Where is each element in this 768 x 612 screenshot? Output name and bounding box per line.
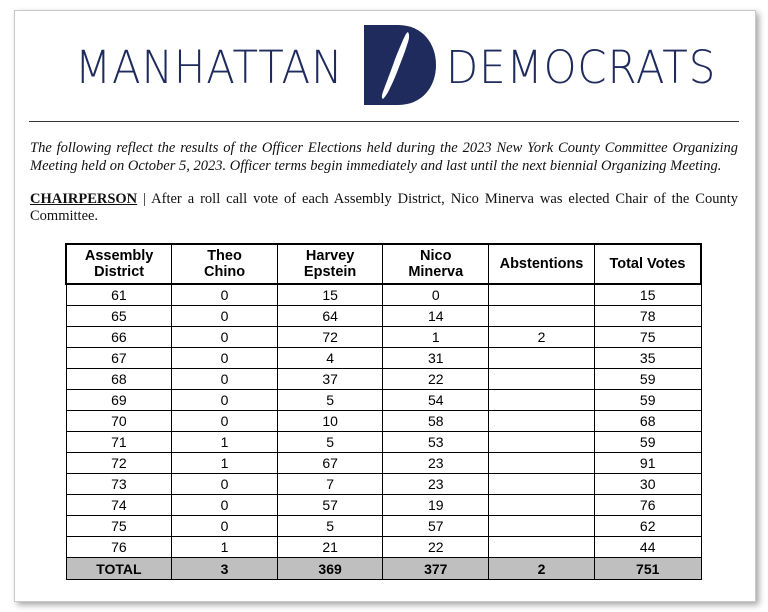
table-cell: 78 (594, 306, 701, 327)
table-cell: 1 (383, 327, 489, 348)
table-cell: 58 (383, 411, 489, 432)
table-cell: 0 (172, 348, 278, 369)
table-cell: 66 (66, 327, 172, 348)
table-cell (489, 284, 595, 306)
table-cell: 70 (66, 411, 172, 432)
column-header-label: Total Votes (609, 256, 686, 272)
table-cell: 71 (66, 432, 172, 453)
column-header-label: Minerva (408, 264, 464, 280)
table-cell: 62 (594, 516, 701, 537)
table-cell: 1 (172, 453, 278, 474)
table-cell: 0 (172, 284, 278, 306)
table-cell: 68 (66, 369, 172, 390)
table-header-row (66, 244, 701, 284)
header-divider (29, 121, 739, 122)
table-row (66, 327, 701, 348)
table-cell: 23 (383, 453, 489, 474)
table-row (66, 474, 701, 495)
table-row (66, 453, 701, 474)
table-cell: 37 (277, 369, 383, 390)
column-header (489, 244, 595, 284)
column-header-label: Abstentions (499, 256, 584, 272)
table-cell (489, 432, 595, 453)
table-cell: 35 (594, 348, 701, 369)
column-header (277, 244, 383, 284)
logo-right-word: DEMOCRATS (446, 41, 717, 94)
table-cell: 0 (172, 306, 278, 327)
table-cell: 72 (66, 453, 172, 474)
table-row (66, 537, 701, 558)
table-cell: 54 (383, 390, 489, 411)
column-header (383, 244, 489, 284)
logo-left-word: MANHATTAN (75, 41, 344, 94)
table-row (66, 495, 701, 516)
table-cell: 53 (383, 432, 489, 453)
table-cell (489, 453, 595, 474)
table-cell: 68 (594, 411, 701, 432)
table-cell (489, 306, 595, 327)
table-cell: 10 (277, 411, 383, 432)
section-separator: | (143, 191, 147, 207)
column-header (594, 244, 701, 284)
table-cell: 57 (383, 516, 489, 537)
document-page (14, 10, 756, 602)
table-row (66, 306, 701, 327)
table-cell: 91 (594, 453, 701, 474)
table-cell: 31 (383, 348, 489, 369)
table-cell: 75 (594, 327, 701, 348)
table-cell (489, 495, 595, 516)
table-cell: 19 (383, 495, 489, 516)
column-header-label: District (94, 264, 145, 280)
table-cell: 5 (277, 432, 383, 453)
table-cell: 7 (277, 474, 383, 495)
table-cell: 5 (277, 516, 383, 537)
total-cell: 751 (594, 558, 701, 580)
table-cell: 0 (172, 411, 278, 432)
table-row (66, 369, 701, 390)
total-row (66, 558, 701, 580)
table-cell: 64 (277, 306, 383, 327)
table-cell (489, 348, 595, 369)
table-cell: 5 (277, 390, 383, 411)
table-cell: 0 (172, 327, 278, 348)
table-row (66, 432, 701, 453)
table-row (66, 390, 701, 411)
table-body (66, 284, 701, 580)
table-cell: 59 (594, 390, 701, 411)
column-header-label: Nico (420, 248, 452, 264)
table-cell: 1 (172, 537, 278, 558)
table-cell: 73 (66, 474, 172, 495)
table-row (66, 348, 701, 369)
table-cell: 75 (66, 516, 172, 537)
manhattan-democrats-logo (15, 25, 755, 111)
table-cell (489, 390, 595, 411)
column-header (172, 244, 278, 284)
table-cell: 22 (383, 537, 489, 558)
column-header-label: Theo (207, 248, 242, 264)
table-cell: 67 (277, 453, 383, 474)
table-cell (489, 369, 595, 390)
table-row (66, 516, 701, 537)
total-cell: 377 (383, 558, 489, 580)
table-cell: 21 (277, 537, 383, 558)
column-header-label: Assembly (84, 248, 154, 264)
table-cell: 65 (66, 306, 172, 327)
chairperson-section (30, 191, 738, 225)
column-header (66, 244, 172, 284)
column-header-label: Harvey (305, 248, 355, 264)
table-cell: 69 (66, 390, 172, 411)
table-cell: 59 (594, 432, 701, 453)
table-cell: 4 (277, 348, 383, 369)
table-row (66, 284, 701, 306)
column-header-label: Chino (203, 264, 246, 280)
table-cell: 67 (66, 348, 172, 369)
intro-paragraph: The following reflect the results of the Officer Elections held during the 2023 New York County Committee Organizing Meeting held on October 5, 2023. Officer terms begin immediately and last until the next biennial Organizing Meeting. (30, 140, 738, 174)
table-cell: 44 (594, 537, 701, 558)
table-cell: 61 (66, 284, 172, 306)
table-cell: 1 (172, 432, 278, 453)
table-cell: 14 (383, 306, 489, 327)
total-cell: 369 (277, 558, 383, 580)
section-heading: CHAIRPERSON (30, 191, 138, 207)
total-cell: 3 (172, 558, 278, 580)
table-cell: 76 (66, 537, 172, 558)
column-header-label: Epstein (303, 264, 357, 280)
table-row (66, 411, 701, 432)
table-cell: 0 (172, 369, 278, 390)
logo-d-mark-icon (364, 25, 436, 105)
table-cell: 74 (66, 495, 172, 516)
table-cell: 23 (383, 474, 489, 495)
table-cell: 72 (277, 327, 383, 348)
table-cell (489, 474, 595, 495)
table-cell: 2 (489, 327, 595, 348)
table-cell: 15 (594, 284, 701, 306)
table-cell: 0 (172, 495, 278, 516)
table-cell (489, 537, 595, 558)
table-cell: 22 (383, 369, 489, 390)
table-cell: 15 (277, 284, 383, 306)
table-cell: 0 (172, 390, 278, 411)
table-cell: 59 (594, 369, 701, 390)
table-cell (489, 411, 595, 432)
table-cell (489, 516, 595, 537)
table-cell: 57 (277, 495, 383, 516)
table-cell: 0 (172, 474, 278, 495)
total-cell: TOTAL (66, 558, 172, 580)
total-cell: 2 (489, 558, 595, 580)
table-cell: 0 (172, 516, 278, 537)
table-cell: 0 (383, 284, 489, 306)
section-text: After a roll call vote of each Assembly District, Nico Minerva was elected Chair of the County Committee. (30, 191, 738, 224)
table-cell: 76 (594, 495, 701, 516)
table-cell: 30 (594, 474, 701, 495)
results-table (65, 243, 702, 580)
